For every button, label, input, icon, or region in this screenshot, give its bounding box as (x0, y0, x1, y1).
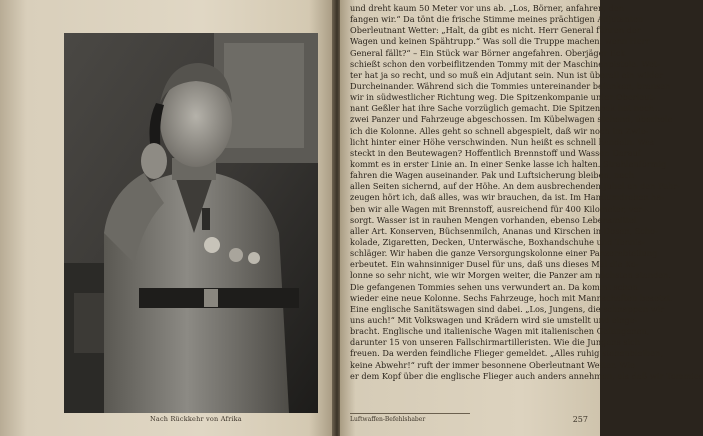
right-page (340, 0, 703, 436)
text-line: allen Seiten sichernd, auf der Höhe. An dem ausbrechenden Jubel an den Fahr- (350, 181, 680, 192)
text-line: wieder eine neue Kolonne. Sechs Fahrzeuge, hoch mit Mannschaften besetzt. (350, 292, 673, 303)
text-line: ich die Kolonne. Alles geht so schnell abgespielt, daß wir noch im Zwie- (350, 125, 649, 136)
text-line: kommt es in erster Linie an. In einer Senke lasse ich halten. Strahlenförmig (350, 158, 667, 169)
text-line: keine Abwehr!“ ruft der immer besonnene Oberleutnant Wetter. Wie (350, 359, 636, 370)
text-line: darunter 15 von unseren Fallschirmartilleristen. Wie die Jungens sich (350, 337, 640, 348)
text-line: freuen. Da werden feindliche Flieger gemeldet. „Alles ruhig stehenbleiben, (350, 348, 663, 359)
text-line: fahren die Wagen auseinander. Pak und Luftsicherung bleiben, nach (350, 170, 634, 181)
text-line: steckt in den Beutewagen? Hoffentlich Brennstoff und Wasser. Darauf (350, 147, 641, 158)
text-line: Oberleutnant Wetter: „Halt, da gibt es nicht. Herr General führen der (350, 25, 641, 36)
text-line: Eine englische Sanitätswagen sind dabei. „Los, Jungens, die schnappen wir (350, 303, 665, 314)
text-line: und dreht kaum 50 Meter vor uns ab. „Los, Börner, anfahren, den (350, 3, 624, 13)
text-line: licht hinter einer Höhe verschwinden. Nun heißt es schnell handeln. Was (350, 136, 655, 147)
text-line: ben wir alle Wagen mit Brennstoff, ausreichend für 400 Kilometer, ver- (350, 203, 645, 214)
text-line: Wagen und keinen Spähtrupp.“ Was soll die Truppe machen, wenn Herr (350, 36, 650, 47)
text-line: schießt schon den vorbeiflitzenden Tommy mit der Maschinenpistole. Wet- (350, 58, 660, 69)
text-line: er dem Kopf über die englische Flieger auch anders annehmen, als daß wir Tommies (350, 370, 703, 381)
text-line: Durcheinander. Während sich die Tommies untereinander befunken, brausen (350, 80, 671, 91)
body-text (350, 3, 703, 382)
footnote-rule (350, 413, 470, 414)
text-line: zeugen hört ich, daß alles, was wir brauchen, da ist. Im Handumdrehen ha- (350, 192, 665, 203)
text-line: nant Geßler hat ihre Sache vorzüglich gemacht. Die Spitzenpak hat noch (350, 103, 654, 114)
text-line: uns auch!“ Mit Volkswagen und Krädern wird sie umstellt und einge- (350, 314, 638, 325)
text-line: Die gefangenen Tommies sehen uns verwundert an. Da kommt schon (350, 281, 638, 292)
photo-caption: Nach Rückkehr von Afrika (150, 415, 242, 423)
officer-photograph (64, 33, 318, 413)
text-line: schläger. Wir haben die ganze Versorgungskolonne einer Panzerabteilung (350, 248, 658, 259)
text-line: General fällt?“ – Ein Stück war Börner angefahren. Oberjäger Eck (350, 47, 626, 58)
text-line: erbeutet. Ein wahnsinniger Dusel für uns, daß uns dieses Mal die Ko- (350, 259, 639, 270)
page-number: 257 (572, 415, 588, 424)
text-line: bracht. Englische und italienische Wagen mit italienischen Gefangenen, (350, 326, 650, 337)
page-footer (350, 416, 592, 428)
text-line: zwei Panzer und Fahrzeuge abgeschossen. Im Kübelwagen stehend, überhole (350, 114, 673, 125)
footnote: Luftwaffen-Befehlshaber (350, 416, 426, 423)
text-line: lonne so sehr nicht, wie wir Morgen weiter, die Panzer am nächsten standen. (350, 270, 671, 281)
text-line: kolade, Zigaretten, Decken, Unterwäsche, Boxhandschuhe und Tennis- (350, 236, 645, 247)
text-line: ter hat ja so recht, und so muß ein Adjutant sein. Nun ist überall ein wilder (350, 69, 664, 80)
text-line: aller Art. Konserven, Büchsenmilch, Ananas und Kirschen in Dosen, Scho- (350, 225, 658, 236)
text-line: sorgt. Wasser ist in rauhen Mengen vorhanden, ebenso Lebensmittel (350, 214, 637, 225)
left-page (0, 0, 336, 436)
text-line: fangen wir.“ Da tönt die frische Stimme meines prächtigen Adjutanten (350, 14, 644, 25)
text-line: wir in südwestlicher Richtung weg. Die Spitzenkompanie unter Oberleut- (350, 92, 656, 103)
